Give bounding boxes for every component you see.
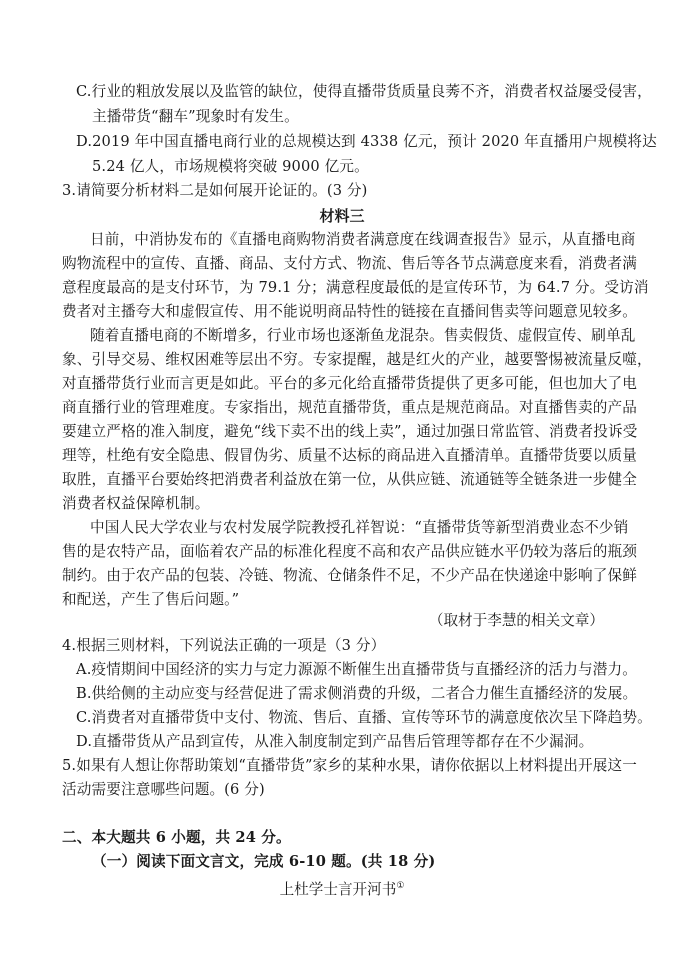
section-2-subheading: （一）阅读下面文言文，完成 6-10 题。(共 18 分): [92, 853, 436, 870]
footnote-marker: ①: [396, 881, 405, 891]
material-3-line: 和配送，产生了售后问题。”: [62, 591, 240, 608]
question-5-line1: 5.如果有人想让你帮助策划“直播带货”家乡的某种水果，请你依据以上材料提出开展这一: [62, 757, 637, 774]
q2-option-d-line1: D.2019 年中国直播电商行业的总规模达到 4338 亿元，预计 2020 年直播用户规模将达: [76, 133, 657, 150]
question-4-option-b: B.供给侧的主动应变与经营促进了需求侧消费的升级，二者合力催生直播经济的发展。: [76, 685, 638, 702]
material-3-line: 日前，中消协发布的《直播电商购物消费者满意度在线调查报告》显示，从直播电商: [90, 231, 636, 248]
material-3-line: 对直播带货行业而言更是如此。平台的多元化给直播带货提供了更多可能，但也加大了电: [62, 375, 638, 392]
question-4-option-d: D.直播带货从产品到宣传，从准入制度制定到产品售后管理等都存在不少漏洞。: [76, 733, 594, 750]
material-3-line: 制约。由于农产品的包装、冷链、物流、仓储条件不足，不少产品在快递途中影响了保鲜: [62, 567, 638, 584]
material-3-line: 理等，杜绝有安全隐患、假冒伪劣、质量不达标的商品进入直播清单。直播带货要以质量: [62, 447, 638, 464]
question-4-stem: 4.根据三则材料，下列说法正确的一项是（3 分）: [62, 637, 386, 654]
q2-option-c-line2: 主播带货“翻车”现象时有发生。: [92, 108, 299, 125]
question-3: 3.请简要分析材料二是如何展开论证的。(3 分): [62, 182, 368, 199]
material-3-line: 随着直播电商的不断增多，行业市场也逐渐鱼龙混杂。售卖假货、虚假宣传、刷单乱: [90, 327, 636, 344]
material-3-line: 象、引导交易、维权困难等层出不穷。专家提醒，越是红火的产业，越要警惕被流量反噬，: [62, 351, 652, 368]
material-3-line: 意程度最高的是支付环节，为 79.1 分；满意程度最低的是宣传环节，为 64.7 分。受访消: [62, 279, 649, 296]
question-4-option-a: A.疫情期间中国经济的实力与定力源源不断催生出直播带货与直播经济的活力与潜力。: [76, 661, 637, 678]
material-3-line: 商直播行业的管理难度。专家指出，规范直播带货，重点是规范商品。对直播售卖的产品: [62, 399, 638, 416]
classical-text-title: [0, 876, 684, 900]
material-3-line: 中国人民大学农业与农村发展学院教授孔祥智说：“直播带货等新型消费业态不少销: [90, 519, 629, 536]
material-3-line: 消费者权益保障机制。: [62, 495, 210, 512]
material-3-source: （取材于李慧的相关文章）: [428, 612, 604, 629]
material-3-title: 材料三: [319, 207, 365, 225]
question-5-line2: 活动需要注意哪些问题。(6 分): [62, 781, 265, 798]
question-4-option-c: C.消费者对直播带货中支付、物流、售后、直播、宣传等环节的满意度依次呈下降趋势。: [76, 709, 652, 726]
section-2-heading: 二、本大题共 6 小题，共 24 分。: [62, 829, 291, 846]
material-3-line: 费者对主播夸大和虚假宣传、用不能说明商品特性的链接在直播间售卖等问题意见较多。: [62, 303, 638, 320]
material-3-line: 取胜，直播平台要始终把消费者利益放在第一位，从供应链、流通链等全链条进一步健全: [62, 471, 638, 488]
q2-option-c-line1: C.行业的粗放发展以及监管的缺位，使得直播带货质量良莠不齐，消费者权益屡受侵害，: [76, 83, 652, 100]
material-3-line: 购物流程中的宣传、直播、商品、支付方式、物流、售后等各节点满意度来看，消费者满: [62, 255, 638, 272]
classical-text-title-text: 上杜学士言开河书: [279, 880, 397, 898]
material-3-line: 要建立严格的准入制度，避免“线下卖不出的线上卖”，通过加强日常监管、消费者投诉受: [62, 423, 638, 440]
material-3-line: 售的是农特产品，面临着农产品的标准化程度不高和农产品供应链水平仍较为落后的瓶颈: [62, 543, 638, 560]
q2-option-d-line2: 5.24 亿人，市场规模将突破 9000 亿元。: [92, 158, 369, 175]
